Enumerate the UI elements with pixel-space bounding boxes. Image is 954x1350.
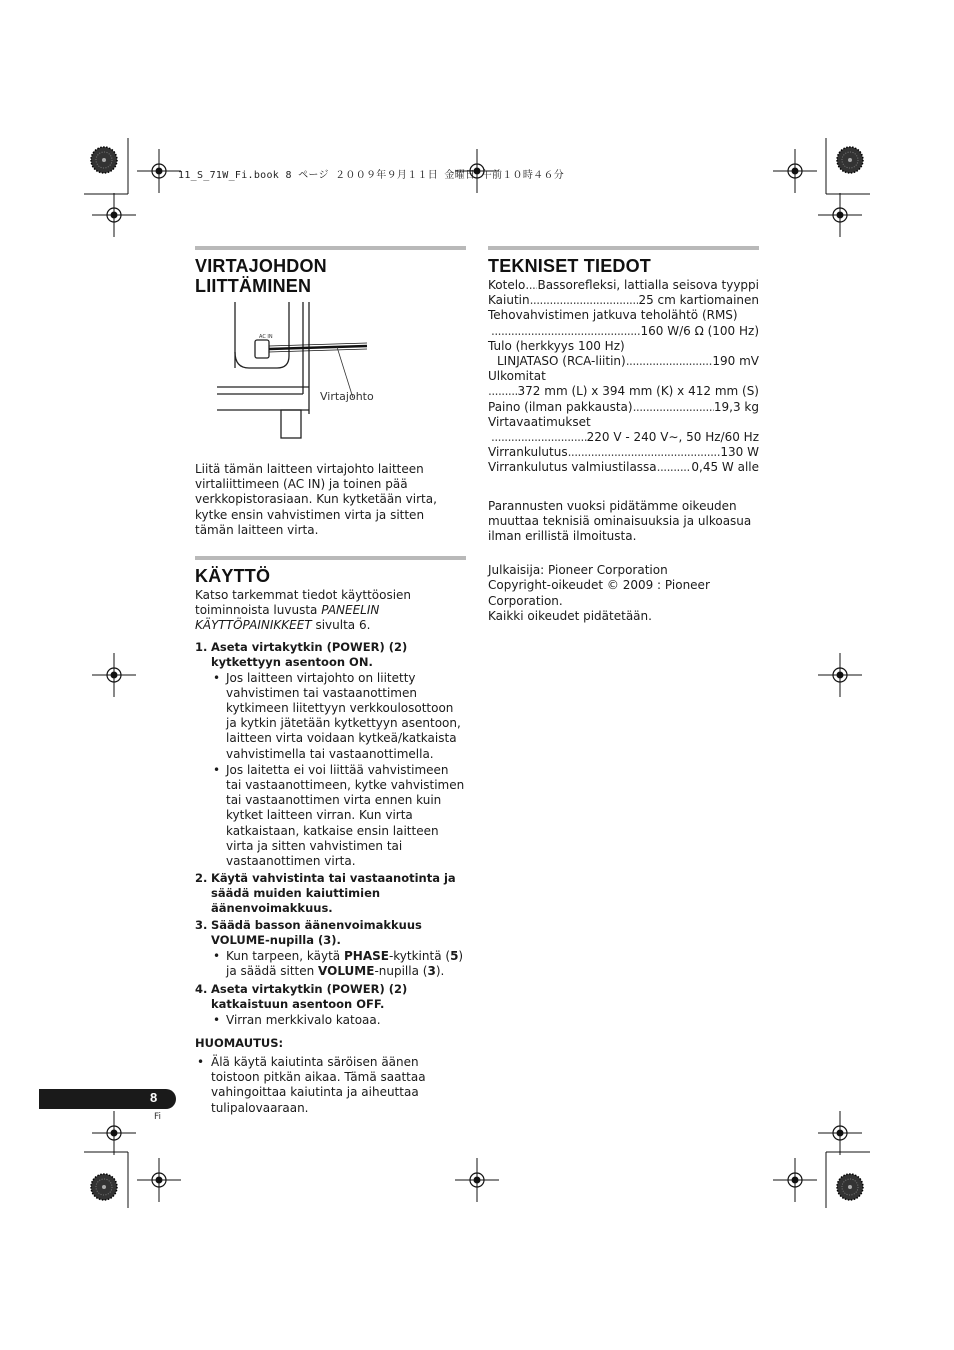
spec-row: LINJATASO (RCA-liitin) ..... 190 mV [488,354,759,369]
registration-cross-icon [137,1158,181,1202]
subwoofer-rear-drawing [217,302,372,442]
usage-intro: Katso tarkemmat tiedot käyttöosien toiminnoista luvusta PANEELIN KÄYTTÖPAINIKKEET sivulta 6. [195,588,412,633]
usage-steps [195,640,466,1028]
page-number: 8 [150,1090,158,1105]
svg-text:AC IN: AC IN [259,334,273,340]
spec-row: ..... 220 V - 240 V∼, 50 Hz/60 Hz [488,430,759,445]
registration-cross-icon [818,1111,862,1155]
section-title-power-connection: VIRTAJOHDON LIITTÄMINEN [195,256,327,296]
power-cord-illustration [195,302,466,444]
specifications-list [488,278,759,476]
left-column [195,246,466,1116]
spec-label: Ulkomitat [488,369,546,384]
registration-star-icon [91,147,117,173]
list-item: • Jos laitteen virtajohto on liitetty vahvistimen tai vastaanottimen kytkimeen liitettyyn verkkoulosottoon ja kytkin jätetään kytkettyyn asentoon, laitteen virta voidaan kytkeä/katkaista vahvistimella tai vastaanottimella. [211,671,466,762]
spec-label: Tulo (herkkyys 100 Hz) [488,338,625,353]
disclaimer-paragraph: Parannusten vuoksi pidätämme oikeuden muuttaa teknisiä ominaisuuksia ja ulkoasua ilman erillistä ilmoitusta. [488,498,752,544]
section-rule [195,556,466,560]
registration-cross-icon [92,653,136,697]
spec-row: ..... 372 mm (L) x 394 mm (K) x 412 mm (S) [488,384,759,399]
registration-star-icon [837,1174,863,1200]
list-item: • Virran merkkivalo katoaa. [211,1013,466,1028]
spec-row: Paino (ilman pakkausta) ..... 19,3 kg [488,400,759,415]
list-item: • Älä käytä kaiutinta säröisen äänen toistoon pitkän aikaa. Tämä saattaa vahingoittaa kaiutinta ja aiheuttaa tulipalovaaraan. [195,1055,466,1116]
registration-cross-icon [818,653,862,697]
registration-cross-icon [92,1111,136,1155]
spec-row: Kotelo ..... Bassorefleksi, lattialla seisova tyyppi [488,278,759,293]
panel-controls-reference: PANEELIN KÄYTTÖPAINIKKEET [195,603,380,633]
spec-label: Tehovahvistimen jatkuva teholähtö (RMS) [488,308,738,323]
publisher-block [488,563,759,624]
rights-reserved: Kaikki oikeudet pidätetään. [488,608,652,623]
section-title-usage: KÄYTTÖ [195,566,271,587]
registration-cross-icon [773,149,817,193]
language-code: Fi [154,1112,162,1122]
registration-cross-icon [455,1158,499,1202]
usage-step: 3. Säädä basson äänenvoimakkuus VOLUME-nupilla (3). • Kun tarpeen, käytä PHASE-kytkintä (5) ja säädä sitten VOLUME-nupilla (3). [195,918,466,979]
spec-row: Kaiutin ..... 25 cm kartiomainen [488,293,759,308]
section-title-specifications: TEKNISET TIEDOT [488,256,652,276]
note-list [195,1055,466,1116]
section-rule [488,246,759,250]
note-heading: HUOMAUTUS: [195,1035,284,1050]
list-item: • Kun tarpeen, käytä PHASE-kytkintä (5) ja säädä sitten VOLUME-nupilla (3). [211,949,466,979]
registration-cross-icon [92,193,136,237]
usage-step: 1. Aseta virtakytkin (POWER) (2) kytkettyyn asentoon ON. • Jos laitteen virtajohto on liitetty vahvistimen tai vastaanottimen kytkimeen liitettyyn verkkoulosottoon ja kytkin jätetään kytkettyyn asentoon, laitteen virta voidaan kytkeä/katkaista vahvistimella tai vastaanottimella. • Jos laitetta ei voi liittää vahvistimeen tai vastaanottimeen, kytke vahvistimen tai vastaanottimen virta ennen kuin kytket laitteen virran. Kun virta katkaistaan, katkaise ensin laitteen virta ja sitten vahvistimen tai vastaanottimen virta. [195,640,466,870]
list-item: • Jos laitetta ei voi liittää vahvistimeen tai vastaanottimeen, kytke vahvistimen tai vastaanottimen virta ennen kuin kytket laitteen virran. Kun virta katkaistaan, katkaise ensin laitteen virta ja sitten vahvistimen tai vastaanottimen virta. [211,763,466,869]
spec-row: ..... 160 W/6 Ω (100 Hz) [488,324,759,339]
usage-step: 4. Aseta virtakytkin (POWER) (2) katkaistuun asentoon OFF. • Virran merkkivalo katoaa. [195,982,466,1028]
usage-step: 2. Käytä vahvistinta tai vastaanotinta ja säädä muiden kaiuttimien äänenvoimakkuus. [195,871,456,916]
registration-cross-icon [773,1158,817,1202]
power-cord-label: Virtajohto [320,390,374,403]
print-file-info: 11_S_71W_Fi.book 8 ページ ２００９年９月１１日 金曜日 午前１０時４６分 [178,170,565,181]
registration-star-icon [837,147,863,173]
registration-star-icon [91,1174,117,1200]
right-column [488,246,759,624]
section-rule [195,246,466,250]
publisher: Julkaisija: Pioneer Corporation [488,563,668,578]
registration-cross-icon [818,193,862,237]
spec-row: Virrankulutus ..... 130 W [488,445,759,460]
registration-cross-icon [137,149,181,193]
copyright: Copyright-oikeudet © 2009 : Pioneer Corporation. [488,578,710,608]
spec-label: Virtavaatimukset [488,414,591,429]
spec-row: Virrankulutus valmiustilassa ..... 0,45 W alle [488,460,759,475]
power-connection-paragraph: Liitä tämän laitteen virtajohto laitteen virtaliittimeen (AC IN) ja toinen pää verkkopistorasiaan. Kun kytketään virta, kytke ensin vahvistimen virta ja sitten tämän laitteen virta. [195,462,437,537]
